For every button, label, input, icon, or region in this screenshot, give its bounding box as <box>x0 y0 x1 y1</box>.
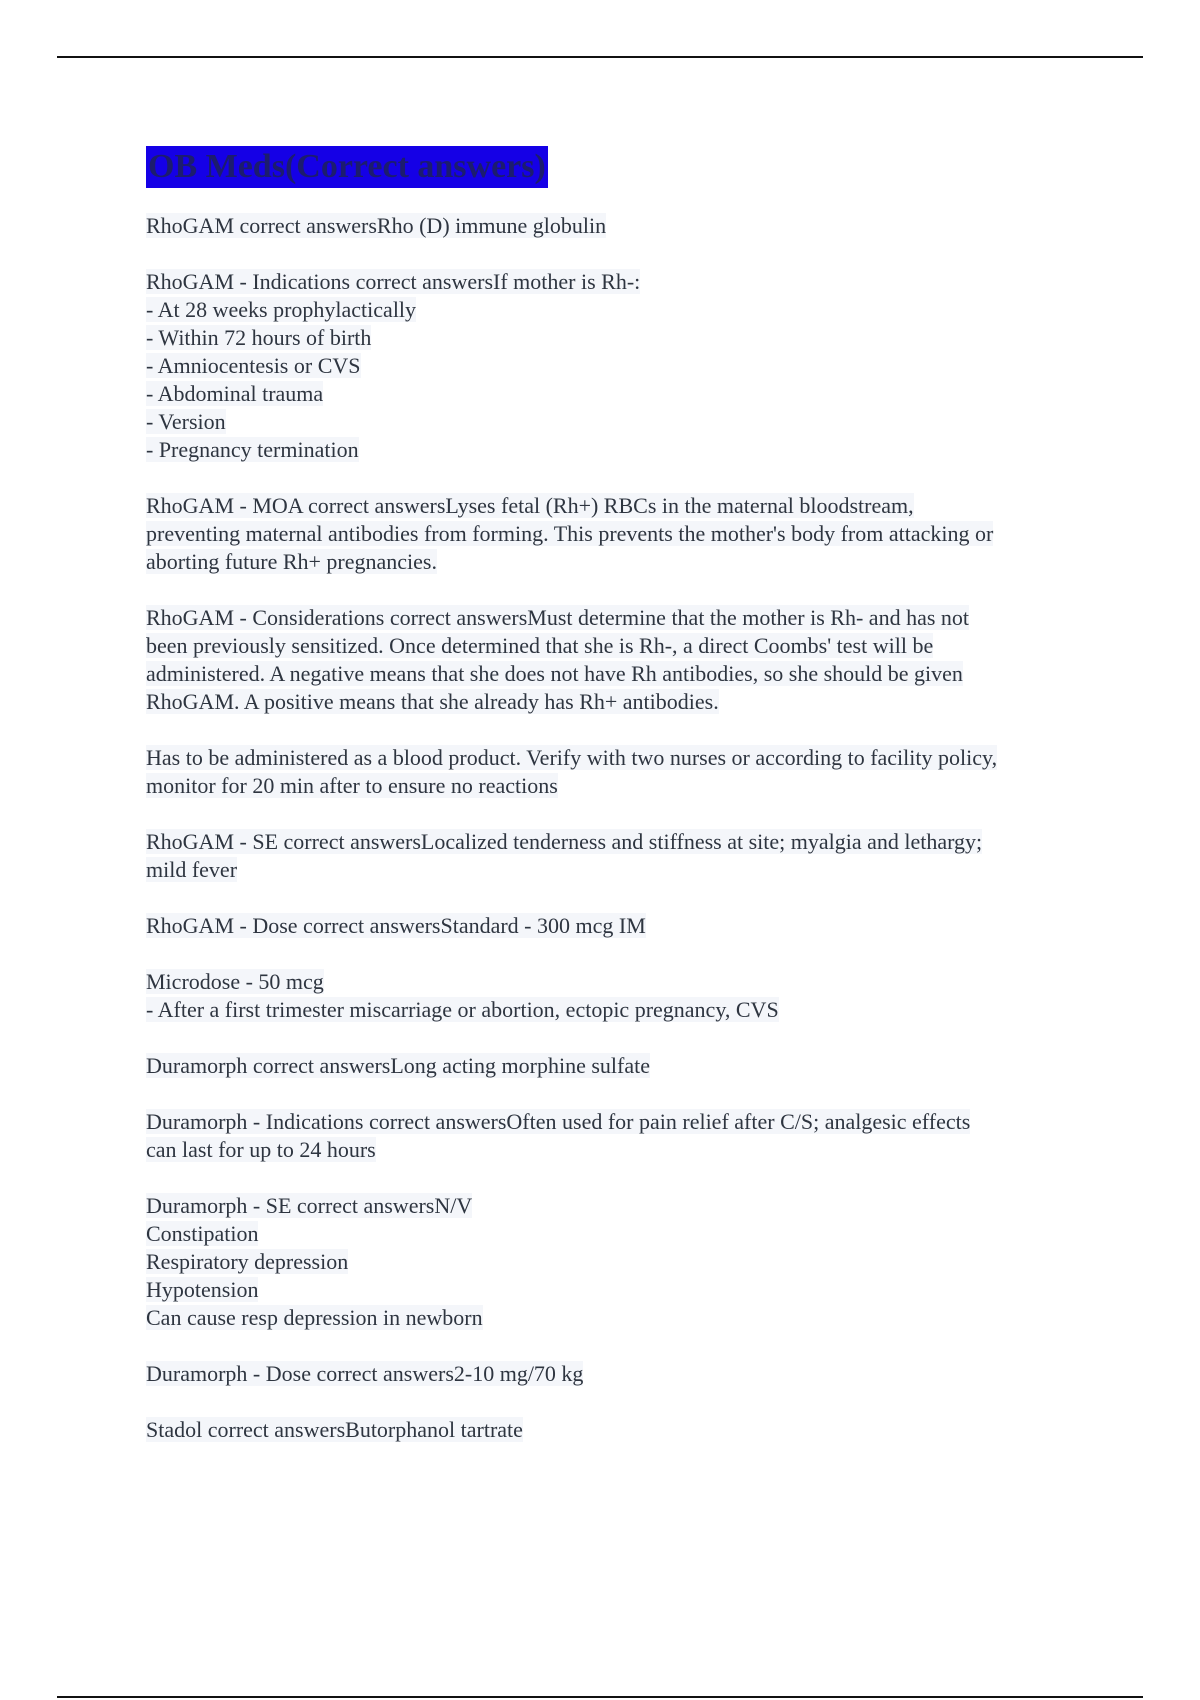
document-title: OB Meds(Correct answers) <box>146 146 548 188</box>
entry-paragraph <box>146 1416 1086 1444</box>
entry-line-text: monitor for 20 min after to ensure no reactions <box>146 773 558 798</box>
entry-line <box>146 660 1086 688</box>
entry-line <box>146 1276 1086 1304</box>
entry-line <box>146 744 1086 772</box>
entry-line <box>146 688 1086 716</box>
entry-paragraph <box>146 604 1086 716</box>
header-rule <box>57 56 1143 58</box>
entry-line <box>146 1136 1086 1164</box>
entry-line-text: - Within 72 hours of birth <box>146 325 372 350</box>
footer-rule <box>57 1696 1143 1698</box>
entry-line-text: Can cause resp depression in newborn <box>146 1305 483 1330</box>
entry-paragraph <box>146 968 1086 1024</box>
entry-line-text: Respiratory depression <box>146 1249 349 1274</box>
entry-line-text: Constipation <box>146 1221 259 1246</box>
entry-line <box>146 324 1086 352</box>
entry-line <box>146 520 1086 548</box>
entry-line <box>146 996 1086 1024</box>
entry-line <box>146 548 1086 576</box>
entry-line <box>146 1416 1086 1444</box>
entry-paragraph <box>146 828 1086 884</box>
entry-line <box>146 1192 1086 1220</box>
entry-line-text: RhoGAM - Indications correct answersIf mother is Rh-: <box>146 269 641 294</box>
entry-line <box>146 296 1086 324</box>
entry-line-text: Duramorph correct answersLong acting morphine sulfate <box>146 1053 650 1078</box>
entry-line <box>146 268 1086 296</box>
entry-line-text: Duramorph - Dose correct answers2-10 mg/70 kg <box>146 1361 584 1386</box>
entry-line <box>146 436 1086 464</box>
entry-line-text: RhoGAM - SE correct answersLocalized tenderness and stiffness at site; myalgia and lethargy; <box>146 829 983 854</box>
entry-list <box>146 212 1086 1444</box>
entry-paragraph <box>146 268 1086 464</box>
entry-line-text: preventing maternal antibodies from forming. This prevents the mother's body from attacking or <box>146 521 994 546</box>
entry-line-text: Microdose - 50 mcg <box>146 969 324 994</box>
entry-line <box>146 828 1086 856</box>
entry-line-text: - Abdominal trauma <box>146 381 324 406</box>
entry-line-text: Stadol correct answersButorphanol tartrate <box>146 1417 523 1442</box>
entry-line <box>146 408 1086 436</box>
entry-line-text: RhoGAM - Considerations correct answersMust determine that the mother is Rh- and has not <box>146 605 970 630</box>
entry-line-text: - Version <box>146 409 226 434</box>
entry-line-text: Duramorph - SE correct answersN/V <box>146 1193 473 1218</box>
entry-line-text: can last for up to 24 hours <box>146 1137 376 1162</box>
entry-line-text: mild fever <box>146 857 238 882</box>
entry-line <box>146 968 1086 996</box>
document-body <box>146 146 1086 1472</box>
entry-line-text: - At 28 weeks prophylactically <box>146 297 417 322</box>
entry-line-text: Duramorph - Indications correct answersOften used for pain relief after C/S; analgesic effects <box>146 1109 971 1134</box>
entry-line-text: administered. A negative means that she does not have Rh antibodies, so she should be given <box>146 661 963 686</box>
entry-paragraph <box>146 492 1086 576</box>
entry-line-text: aborting future Rh+ pregnancies. <box>146 549 437 574</box>
entry-line-text: - Amniocentesis or CVS <box>146 353 361 378</box>
entry-line-text: Has to be administered as a blood product. Verify with two nurses or according to facility policy, <box>146 745 998 770</box>
entry-line-text: RhoGAM. A positive means that she already has Rh+ antibodies. <box>146 689 719 714</box>
entry-line-text: RhoGAM - Dose correct answersStandard - 300 mcg IM <box>146 913 646 938</box>
entry-line-text: RhoGAM - MOA correct answersLyses fetal (Rh+) RBCs in the maternal bloodstream, <box>146 493 914 518</box>
entry-line-text: - After a first trimester miscarriage or abortion, ectopic pregnancy, CVS <box>146 997 779 1022</box>
entry-paragraph <box>146 744 1086 800</box>
entry-line <box>146 1220 1086 1248</box>
entry-line-text: RhoGAM correct answersRho (D) immune globulin <box>146 213 607 238</box>
entry-line <box>146 1108 1086 1136</box>
entry-paragraph <box>146 1360 1086 1388</box>
entry-paragraph <box>146 912 1086 940</box>
entry-line <box>146 352 1086 380</box>
entry-line <box>146 380 1086 408</box>
entry-line <box>146 212 1086 240</box>
title-block <box>146 146 1086 188</box>
entry-line <box>146 492 1086 520</box>
entry-line <box>146 772 1086 800</box>
entry-paragraph <box>146 1108 1086 1164</box>
entry-line-text: been previously sensitized. Once determined that she is Rh-, a direct Coombs' test will be <box>146 633 934 658</box>
entry-paragraph <box>146 1192 1086 1332</box>
entry-line <box>146 1052 1086 1080</box>
entry-line-text: - Pregnancy termination <box>146 437 359 462</box>
entry-line <box>146 1248 1086 1276</box>
entry-line-text: Hypotension <box>146 1277 259 1302</box>
entry-line <box>146 912 1086 940</box>
entry-line <box>146 604 1086 632</box>
entry-paragraph <box>146 1052 1086 1080</box>
entry-line <box>146 632 1086 660</box>
entry-paragraph <box>146 212 1086 240</box>
entry-line <box>146 1304 1086 1332</box>
entry-line <box>146 1360 1086 1388</box>
entry-line <box>146 856 1086 884</box>
